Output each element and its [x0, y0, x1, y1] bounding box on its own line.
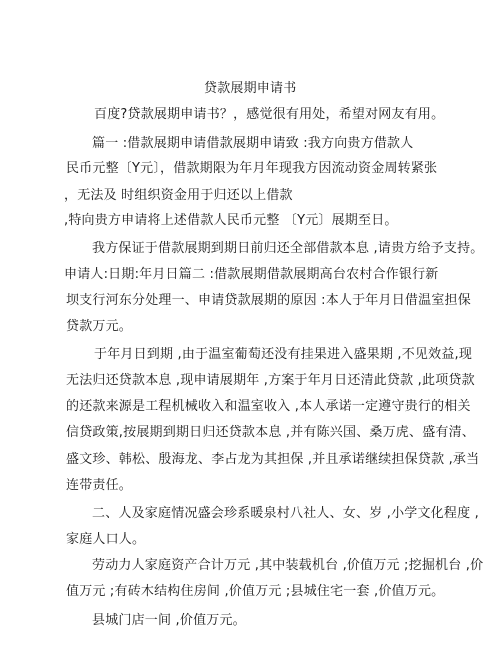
paragraph-line-9: 贷款万元。 [66, 319, 133, 334]
paragraph-line-19: 值万元 ;有砖木结构住房间 ,价值万元 ;县城住宅一套 ,价值万元。 [66, 584, 445, 599]
paragraph-line-13: 信贷政策,按展期到期日归还贷款本息 ,并有陈兴国、桑万虎、盛有清、 [66, 425, 475, 440]
paragraph-line-4: ，无法及 时组织资金用于归还以上借款 [64, 188, 293, 203]
document-title: 贷款展期申请书 [204, 81, 297, 96]
paragraph-line-17: 家庭人口人。 [66, 532, 146, 547]
paragraph-line-2: 篇一 :借款展期申请借款展期申请致 :我方向贵方借款人 [92, 136, 414, 151]
paragraph-line-16: 二、人及家庭情况盛会珍系暖泉村八社人、女、岁 ,小学文化程度 , [92, 506, 479, 521]
paragraph-line-1: 百度?贷款展期申请书？，感觉很有用处，希望对网友有用。 [94, 107, 445, 122]
paragraph-line-7: 申请人:日期:年月日篇二 :借款展期借款展期高台农村合作银行新 [64, 267, 439, 282]
paragraph-line-8: 坝支行河东分处理一、申请贷款展期的原因 :本人于年月日借温室担保 [66, 293, 471, 308]
paragraph-line-12: 的还款来源是工程机械收入和温室收入 ,本人承诺一定遵守贵行的相关 [66, 399, 471, 414]
paragraph-line-3: 民币元整〔Y元〕，借款期限为年月年现我方因流动资金周转紧张 [66, 161, 438, 176]
paragraph-line-10: 于年月日到期 ,由于温室葡萄还没有挂果进入盛果期 ,不见效益,现 [94, 347, 473, 362]
paragraph-line-20: 县城门店一间 ,价值万元。 [92, 613, 246, 628]
paragraph-line-15: 连带责任。 [66, 478, 133, 493]
paragraph-line-5: ,特向贵方申请将上述借款人民币元整 〔Y元〕展期至日。 [64, 213, 398, 228]
paragraph-line-14: 盛文珍、韩松、殷海龙、李占龙为其担保 ,并且承诺继续担保贷款 ,承当 [66, 452, 480, 467]
paragraph-line-11: 无法归还贷款本息 ,现申请展期年 ,方案于年月日还清此贷款 ,此项贷款 [66, 373, 475, 388]
paragraph-line-6: 我方保证于借款展期到期日前归还全部借款本息 ,请贵方给予支持。 [92, 241, 484, 256]
paragraph-line-18: 劳动力人家庭资产合计万元 ,其中装载机台 ,价值万元 ;挖掘机台 ,价 [92, 558, 484, 573]
